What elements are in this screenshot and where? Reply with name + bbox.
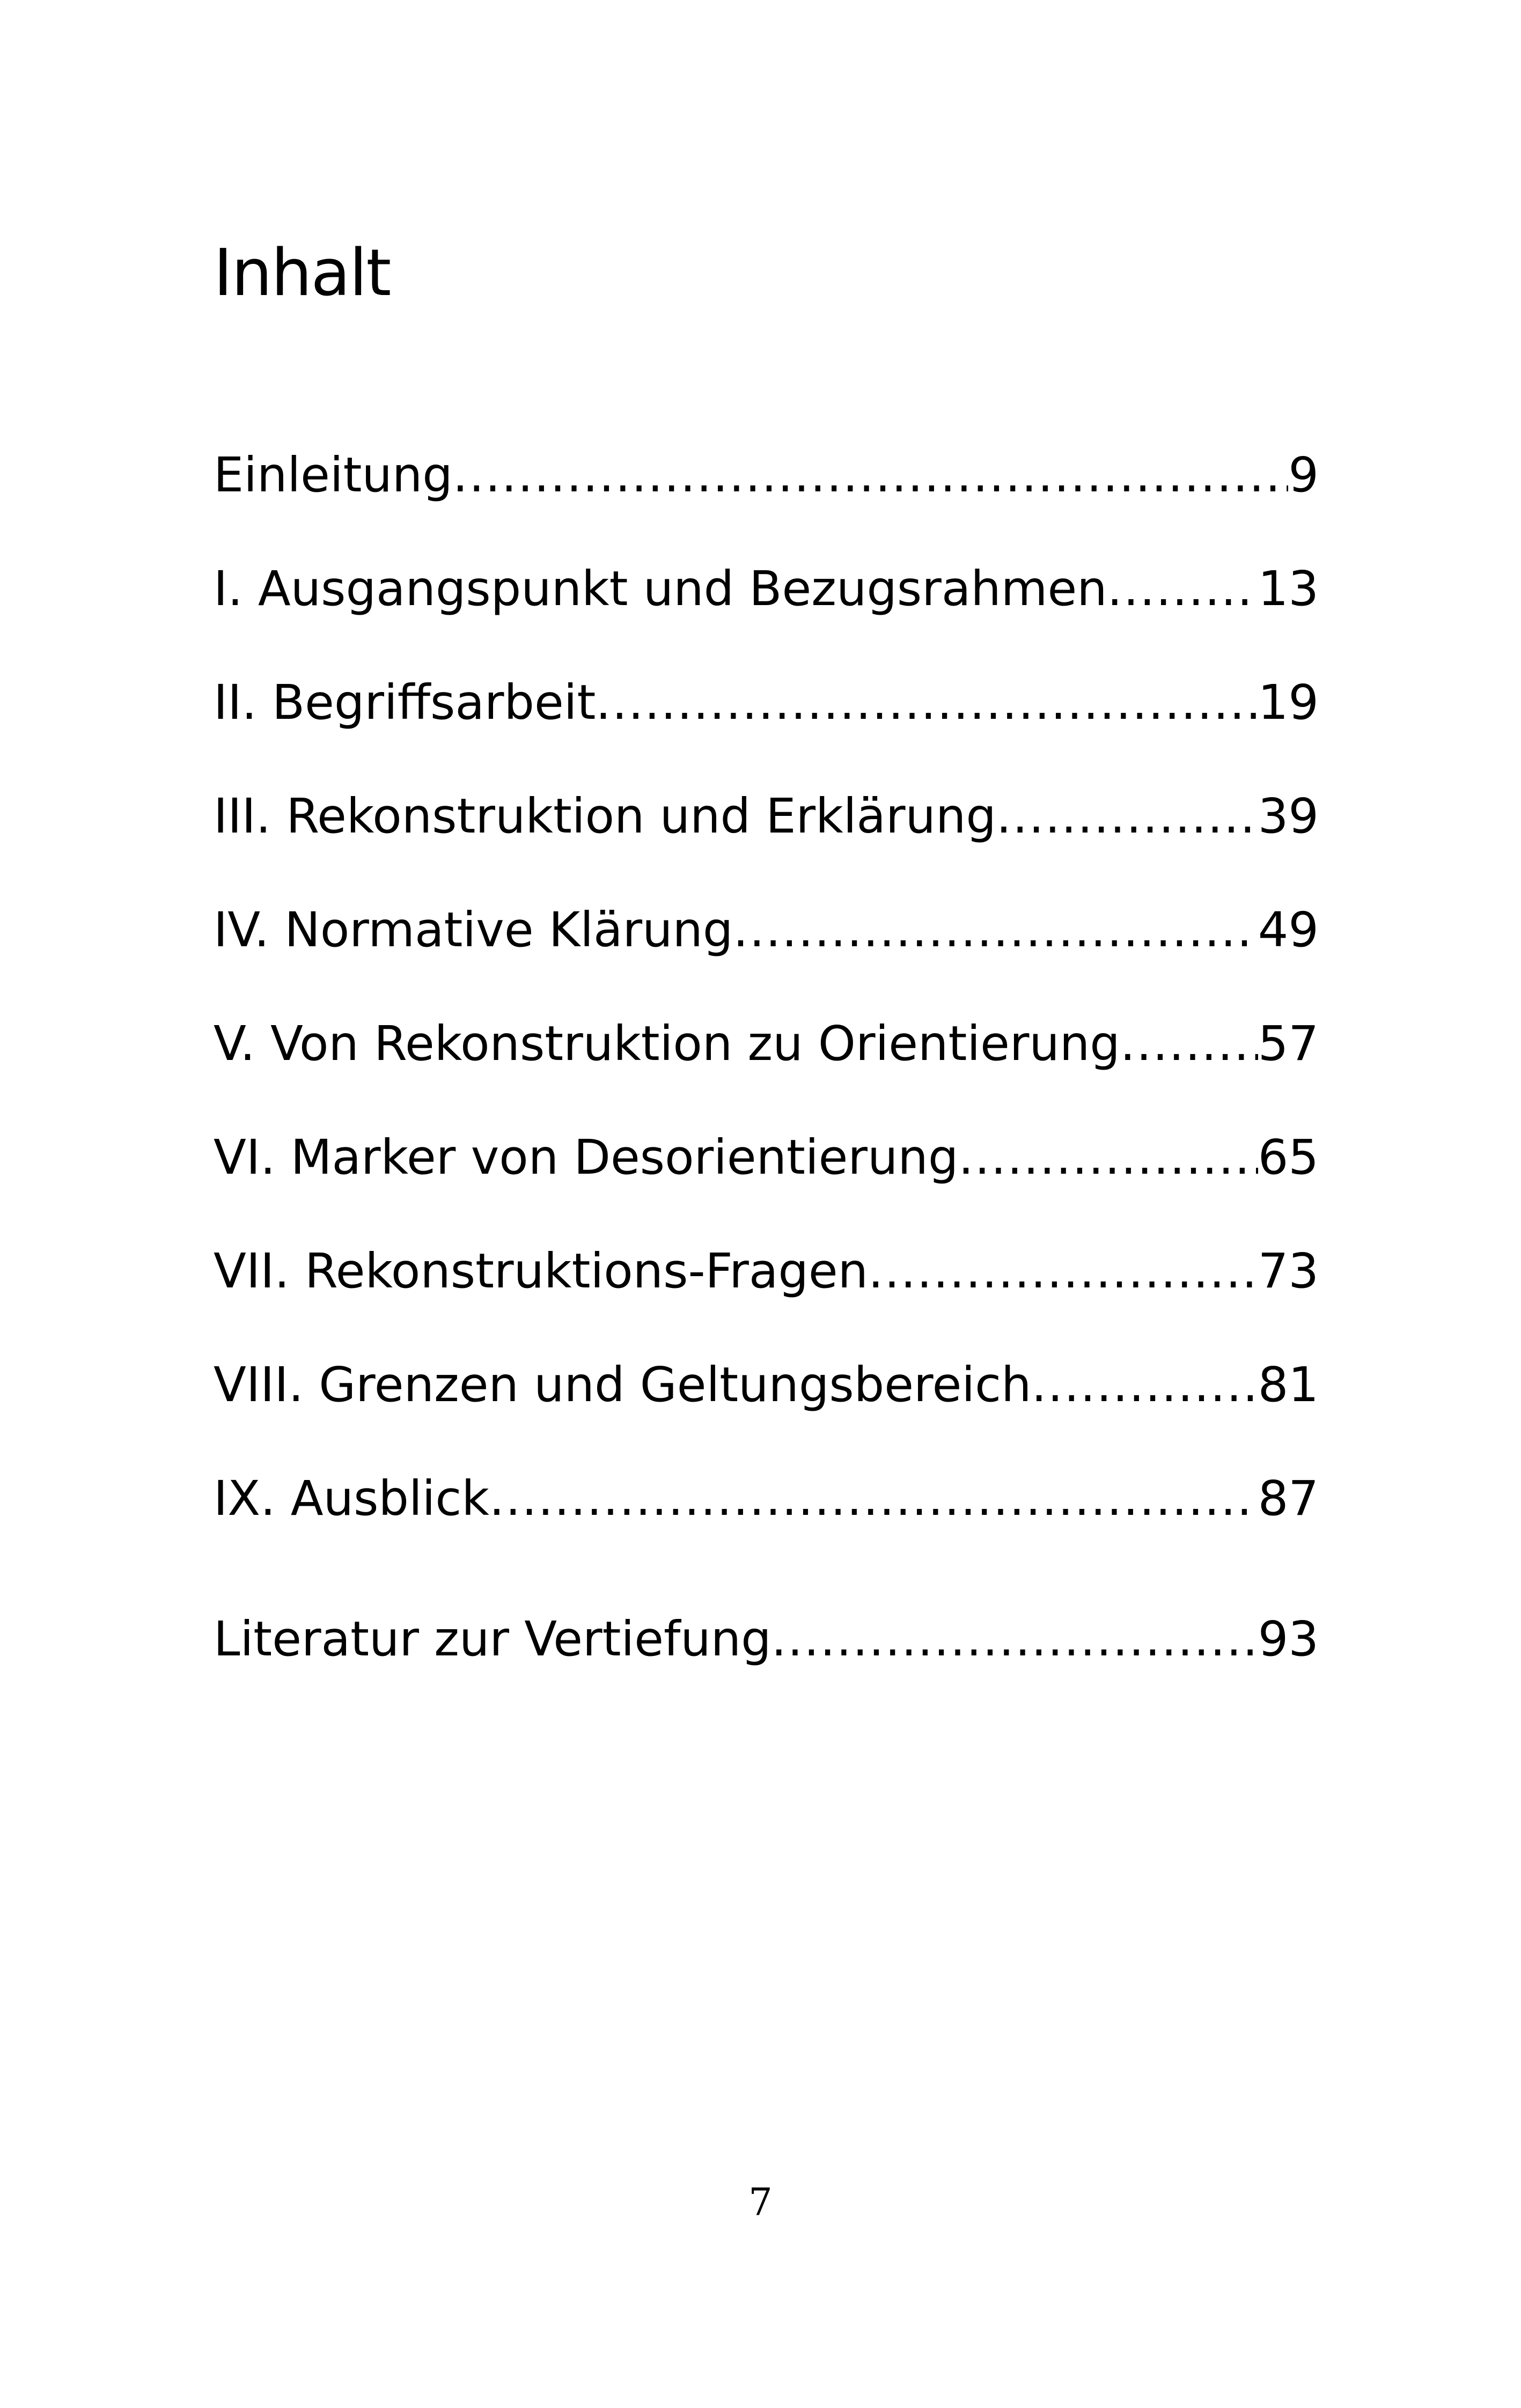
toc-entry-chapter-8[interactable] xyxy=(214,1352,1319,1417)
toc-dot-leader xyxy=(733,897,1258,962)
toc-entry-chapter-6[interactable] xyxy=(214,1125,1319,1189)
toc-entry-chapter-4[interactable] xyxy=(214,897,1319,962)
toc-entry-chapter-1[interactable] xyxy=(214,556,1319,621)
toc-entry-title: II. Begriffsarbeit xyxy=(214,674,596,730)
toc-entry-chapter-7[interactable] xyxy=(214,1239,1319,1303)
toc-dot-leader xyxy=(1031,1352,1258,1417)
toc-entry-title: Einleitung xyxy=(214,447,453,503)
toc-entry-title: VI. Marker von Desorientierung xyxy=(214,1129,959,1185)
toc-entry-title: IV. Normative Klärung xyxy=(214,902,733,958)
toc-entry-title: Literatur zur Vertiefung xyxy=(214,1611,771,1667)
toc-entry-page: 93 xyxy=(1258,1611,1319,1667)
toc-dot-leader xyxy=(1107,556,1258,621)
toc-dot-leader xyxy=(596,670,1258,734)
toc-entry-page: 87 xyxy=(1258,1470,1319,1526)
toc-entry-title: VII. Rekonstruktions-Fragen xyxy=(214,1243,869,1299)
toc-entry-page: 39 xyxy=(1258,788,1319,844)
page-title: Inhalt xyxy=(214,236,391,311)
toc-entry-chapter-3[interactable] xyxy=(214,784,1319,848)
toc-entry-page: 9 xyxy=(1288,447,1319,503)
toc-entry-einleitung[interactable] xyxy=(214,443,1319,507)
toc-entry-title: I. Ausgangspunkt und Bezugsrahmen xyxy=(214,561,1107,616)
toc-entry-page: 65 xyxy=(1258,1129,1319,1185)
toc-entry-page: 13 xyxy=(1258,561,1319,616)
toc-entry-page: 49 xyxy=(1258,902,1319,958)
toc-entry-title: VIII. Grenzen und Geltungsbereich xyxy=(214,1357,1032,1412)
toc-dot-leader xyxy=(453,443,1289,507)
toc-dot-leader xyxy=(958,1125,1258,1189)
toc-entry-title: III. Rekonstruktion und Erklärung xyxy=(214,788,996,844)
toc-entry-literatur[interactable] xyxy=(214,1607,1319,1671)
toc-dot-leader xyxy=(996,784,1258,848)
toc-entry-chapter-5[interactable] xyxy=(214,1011,1319,1076)
toc-dot-leader xyxy=(1120,1011,1258,1076)
toc-entry-page: 57 xyxy=(1258,1015,1319,1071)
page-number: 7 xyxy=(748,2180,773,2224)
toc-entry-title: V. Von Rekonstruktion zu Orientierung xyxy=(214,1015,1120,1071)
toc-dot-leader xyxy=(489,1466,1258,1530)
toc-dot-leader xyxy=(868,1239,1258,1303)
toc-entry-chapter-9[interactable] xyxy=(214,1466,1319,1530)
toc-entry-page: 19 xyxy=(1258,674,1319,730)
toc-entry-title: IX. Ausblick xyxy=(214,1470,489,1526)
toc-entry-page: 81 xyxy=(1258,1357,1319,1412)
toc-entry-chapter-2[interactable] xyxy=(214,670,1319,734)
toc-entry-page: 73 xyxy=(1258,1243,1319,1299)
toc-dot-leader xyxy=(771,1607,1258,1671)
